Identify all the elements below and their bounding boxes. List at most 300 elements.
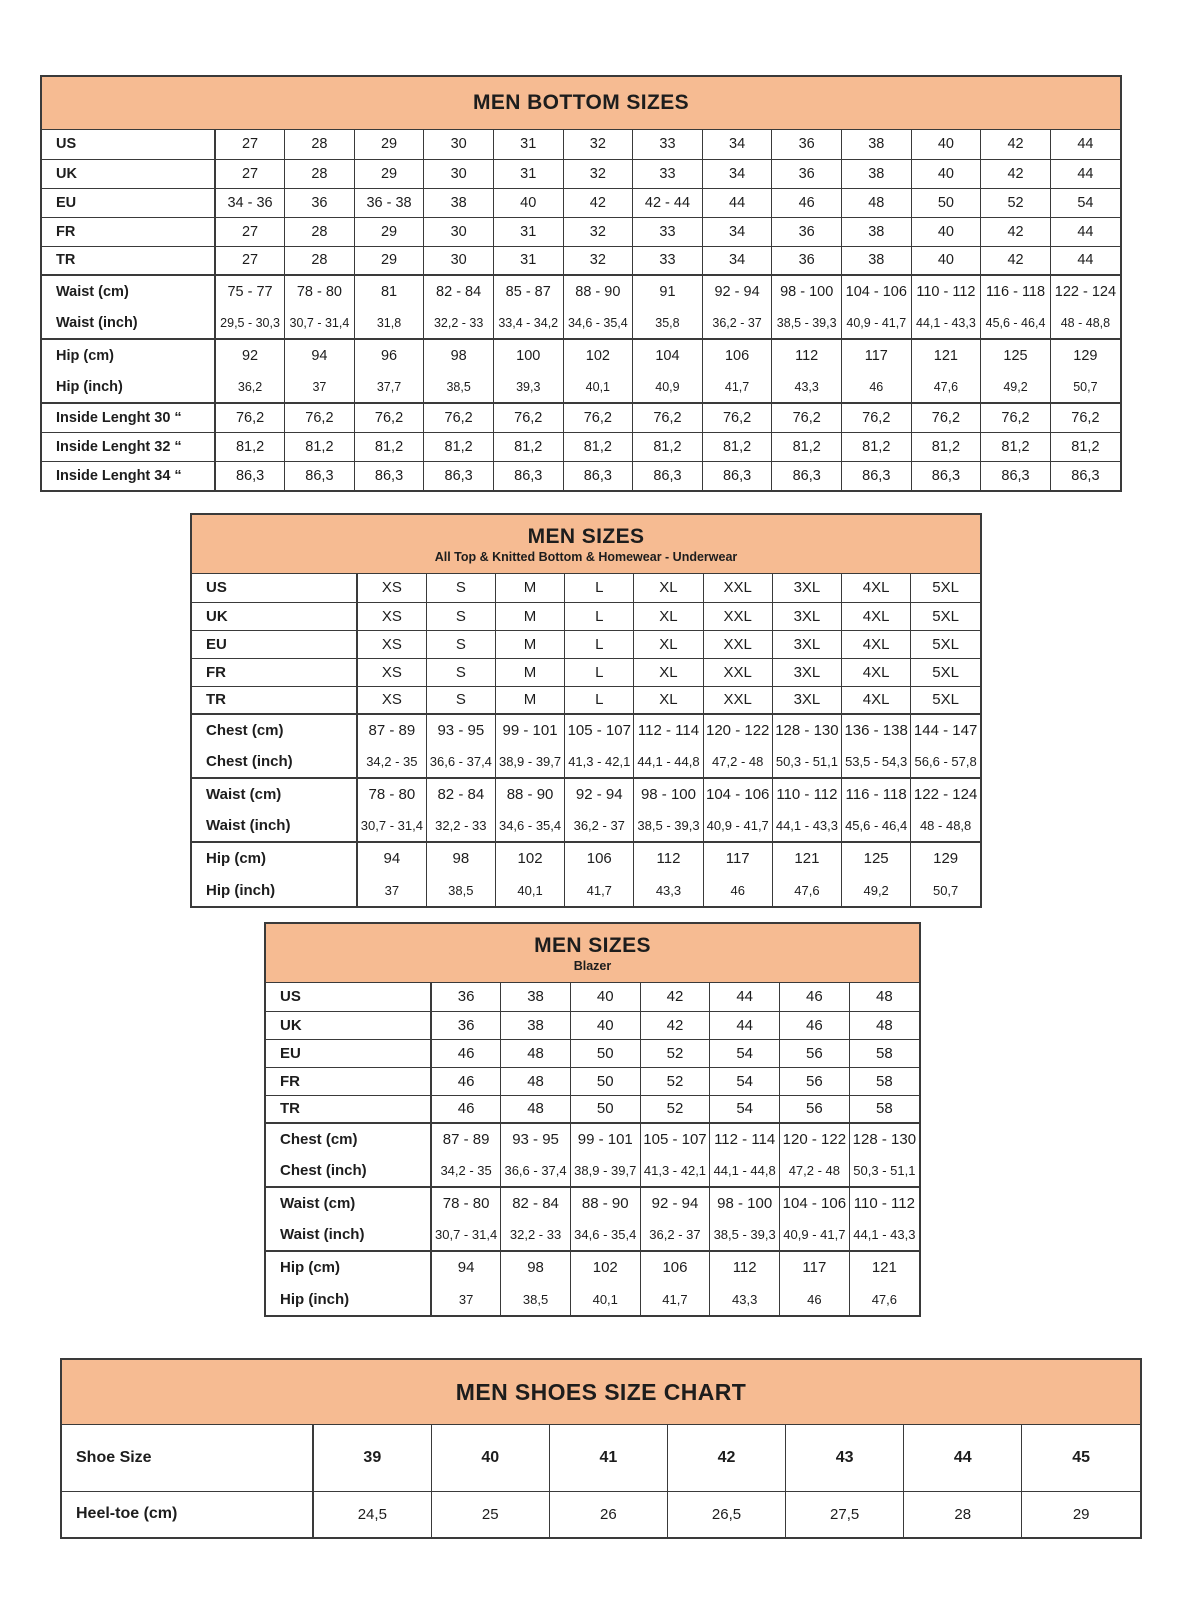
table-row [266, 1155, 919, 1187]
size-cell: 44 [702, 188, 772, 217]
size-cell: 42 [981, 246, 1051, 275]
size-cell: 56,6 - 57,8 [911, 746, 980, 778]
size-cell: 86,3 [424, 461, 494, 490]
row-label: TR [266, 1095, 431, 1123]
size-cell: 82 - 84 [426, 778, 495, 810]
size-cell: 117 [703, 842, 772, 874]
size-cell: 42 [981, 159, 1051, 188]
size-cell: 86,3 [285, 461, 355, 490]
size-cell: 76,2 [1050, 403, 1120, 432]
size-cell: 34 - 36 [215, 188, 285, 217]
size-cell: 40 [493, 188, 563, 217]
size-cell: 96 [354, 339, 424, 371]
size-cell: 112 [634, 842, 703, 874]
size-cell: 49,2 [842, 874, 911, 906]
size-cell: 112 - 114 [710, 1123, 780, 1155]
table-subtitle: All Top & Knitted Bottom & Homewear - Underwear [434, 549, 738, 564]
size-cell: 39,3 [493, 371, 563, 403]
size-cell: 92 [215, 339, 285, 371]
table-title: MEN SIZES [527, 524, 645, 548]
table-row [42, 371, 1120, 403]
size-cell: 44 [710, 1011, 780, 1039]
size-cell: 86,3 [633, 461, 703, 490]
size-cell: 30 [424, 246, 494, 275]
row-label: UK [42, 159, 215, 188]
size-cell: 76,2 [354, 403, 424, 432]
size-cell: 76,2 [981, 403, 1051, 432]
size-cell: 56 [780, 1095, 850, 1123]
size-cell: L [565, 630, 634, 658]
size-cell: 36 [772, 130, 842, 159]
size-cell: 81,2 [911, 432, 981, 461]
size-cell: 46 [431, 1095, 501, 1123]
size-cell: 29,5 - 30,3 [215, 307, 285, 339]
size-cell: 136 - 138 [842, 714, 911, 746]
size-cell: 40,9 - 41,7 [703, 810, 772, 842]
size-cell: 38 [841, 159, 911, 188]
size-cell: 38,5 [501, 1283, 571, 1315]
size-cell: 110 - 112 [849, 1187, 919, 1219]
size-cell: 28 [285, 130, 355, 159]
size-cell: 98 - 100 [772, 275, 842, 307]
men-bottom-sizes-table [40, 75, 1122, 492]
size-cell: 86,3 [354, 461, 424, 490]
size-cell: XXL [703, 630, 772, 658]
size-cell: 98 - 100 [634, 778, 703, 810]
size-cell: 40 [570, 1011, 640, 1039]
size-cell: XXL [703, 686, 772, 714]
size-cell: 32,2 - 33 [501, 1219, 571, 1251]
size-cell: 38,5 - 39,3 [772, 307, 842, 339]
size-cell: 82 - 84 [501, 1187, 571, 1219]
size-cell: 81,2 [981, 432, 1051, 461]
table-row [266, 1067, 919, 1095]
size-cell: 40 [911, 159, 981, 188]
size-cell: 48 [501, 1039, 571, 1067]
table-header [192, 515, 980, 574]
table-row [192, 778, 980, 810]
size-cell: 27 [215, 217, 285, 246]
size-cell: 82 - 84 [424, 275, 494, 307]
table-row [42, 130, 1120, 159]
size-cell: 106 [702, 339, 772, 371]
size-cell: 46 [780, 1011, 850, 1039]
table-title: MEN SHOES SIZE CHART [455, 1378, 747, 1405]
size-cell: 30,7 - 31,4 [431, 1219, 501, 1251]
table-header [42, 77, 1120, 130]
size-cell: 99 - 101 [495, 714, 564, 746]
size-cell: XS [357, 602, 426, 630]
size-cell: 27 [215, 130, 285, 159]
size-cell: 104 - 106 [703, 778, 772, 810]
table-row [42, 461, 1120, 490]
size-cell: 30 [424, 130, 494, 159]
row-label: Chest (cm) [192, 714, 357, 746]
size-cell: 56 [780, 1039, 850, 1067]
size-cell: XL [634, 574, 703, 602]
size-cell: 49,2 [981, 371, 1051, 403]
size-cell: 40,9 - 41,7 [841, 307, 911, 339]
size-cell: 48 [501, 1095, 571, 1123]
size-cell: 112 [710, 1251, 780, 1283]
row-label: FR [192, 658, 357, 686]
size-cell: 81,2 [841, 432, 911, 461]
size-cell: 81,2 [633, 432, 703, 461]
size-cell: XL [634, 630, 703, 658]
size-cell: 38 [501, 1011, 571, 1039]
size-cell: 76,2 [633, 403, 703, 432]
men-sizes-tops-table [190, 513, 982, 908]
size-cell: 47,6 [911, 371, 981, 403]
size-cell: 28 [904, 1491, 1022, 1537]
row-label: Hip (cm) [42, 339, 215, 371]
size-cell: 88 - 90 [495, 778, 564, 810]
size-cell: 125 [842, 842, 911, 874]
size-cell: 110 - 112 [911, 275, 981, 307]
size-cell: 38 [424, 188, 494, 217]
size-cell: 34,6 - 35,4 [563, 307, 633, 339]
size-cell: 91 [633, 275, 703, 307]
size-cell: 42 [981, 217, 1051, 246]
size-cell: 4XL [842, 630, 911, 658]
size-cell: 26,5 [667, 1491, 785, 1537]
table-row [62, 1491, 1140, 1537]
size-cell: 81,2 [563, 432, 633, 461]
size-cell: 45 [1022, 1425, 1140, 1491]
row-label: Waist (inch) [56, 314, 138, 331]
size-cell: 32 [563, 159, 633, 188]
size-cell: 128 - 130 [849, 1123, 919, 1155]
size-cell: 54 [1050, 188, 1120, 217]
size-cell: 5XL [911, 574, 980, 602]
table-row [266, 1039, 919, 1067]
size-cell: 36,6 - 37,4 [501, 1155, 571, 1187]
size-cell: 31 [493, 159, 563, 188]
size-cell: XXL [703, 574, 772, 602]
size-cell: 42 [667, 1425, 785, 1491]
size-cell: XL [634, 686, 703, 714]
table-row [192, 602, 980, 630]
size-cell: 34 [702, 159, 772, 188]
size-cell: 36 [772, 159, 842, 188]
size-cell: 48 [849, 1011, 919, 1039]
size-cell: 129 [911, 842, 980, 874]
size-cell: 38,5 [424, 371, 494, 403]
size-cell: 50,7 [1050, 371, 1120, 403]
size-cell: L [565, 574, 634, 602]
size-cell: 34 [702, 246, 772, 275]
size-cell: 29 [354, 246, 424, 275]
size-cell: 86,3 [215, 461, 285, 490]
table-row [266, 1011, 919, 1039]
size-cell: 87 - 89 [357, 714, 426, 746]
size-cell: 53,5 - 54,3 [842, 746, 911, 778]
size-cell: 99 - 101 [570, 1123, 640, 1155]
table-row [266, 1219, 919, 1251]
size-cell: 122 - 124 [911, 778, 980, 810]
size-cell: 41,3 - 42,1 [565, 746, 634, 778]
size-cell: 41,7 [640, 1283, 710, 1315]
table-row [192, 658, 980, 686]
table-row [266, 1095, 919, 1123]
size-cell: XS [357, 658, 426, 686]
row-label: Inside Lenght 34 “ [42, 461, 215, 490]
size-cell: 102 [570, 1251, 640, 1283]
size-cell: 30,7 - 31,4 [357, 810, 426, 842]
size-cell: 94 [431, 1251, 501, 1283]
size-cell: 46 [780, 1283, 850, 1315]
men-sizes-blazer-table [264, 922, 921, 1317]
size-cell: 93 - 95 [501, 1123, 571, 1155]
table-title: MEN SIZES [534, 933, 651, 957]
size-cell: 50,3 - 51,1 [772, 746, 841, 778]
size-cell: 29 [354, 159, 424, 188]
table-row [192, 630, 980, 658]
size-grid [192, 574, 980, 906]
size-cell: 40,9 - 41,7 [780, 1219, 850, 1251]
size-cell: XL [634, 602, 703, 630]
size-cell: 33 [633, 246, 703, 275]
size-cell: 76,2 [841, 403, 911, 432]
size-cell: 5XL [911, 686, 980, 714]
size-cell: 46 [772, 188, 842, 217]
size-cell: 42 - 44 [633, 188, 703, 217]
size-cell: 28 [285, 246, 355, 275]
size-cell: 4XL [842, 602, 911, 630]
size-cell: 44 [1050, 159, 1120, 188]
row-label: Hip (inch) [56, 378, 123, 395]
size-cell: 38 [841, 246, 911, 275]
size-cell: 43,3 [634, 874, 703, 906]
table-row [42, 275, 1120, 307]
size-cell: 32,2 - 33 [424, 307, 494, 339]
size-cell: 117 [780, 1251, 850, 1283]
size-cell: 33 [633, 217, 703, 246]
size-cell: 34,6 - 35,4 [570, 1219, 640, 1251]
size-cell: 112 - 114 [634, 714, 703, 746]
size-cell: 47,2 - 48 [703, 746, 772, 778]
size-cell: 58 [849, 1067, 919, 1095]
size-cell: 122 - 124 [1050, 275, 1120, 307]
size-cell: 44 [904, 1425, 1022, 1491]
size-cell: 52 [640, 1067, 710, 1095]
size-cell: 116 - 118 [842, 778, 911, 810]
size-cell: 33 [633, 130, 703, 159]
size-cell: 81,2 [424, 432, 494, 461]
size-cell: 94 [285, 339, 355, 371]
size-cell: 43 [786, 1425, 904, 1491]
table-title: MEN BOTTOM SIZES [472, 91, 690, 114]
size-cell: 35,8 [633, 307, 703, 339]
size-cell: 44,1 - 44,8 [710, 1155, 780, 1187]
size-cell: 106 [640, 1251, 710, 1283]
size-cell: 58 [849, 1095, 919, 1123]
table-row [192, 842, 980, 874]
size-cell: 46 [703, 874, 772, 906]
size-cell: 5XL [911, 658, 980, 686]
size-cell: 50,7 [911, 874, 980, 906]
size-cell: 36 [772, 217, 842, 246]
size-cell: XS [357, 630, 426, 658]
table-row [42, 339, 1120, 371]
size-cell: 98 [424, 339, 494, 371]
row-label: TR [192, 686, 357, 714]
size-cell: 44 [1050, 246, 1120, 275]
size-cell: 52 [981, 188, 1051, 217]
size-cell: 102 [495, 842, 564, 874]
size-cell: 121 [772, 842, 841, 874]
table-row [42, 432, 1120, 461]
size-cell: XXL [703, 658, 772, 686]
size-cell: 116 - 118 [981, 275, 1051, 307]
table-row [266, 1283, 919, 1315]
size-cell: 29 [1022, 1491, 1140, 1537]
size-cell: 40 [911, 217, 981, 246]
size-cell: 47,6 [772, 874, 841, 906]
size-cell: S [426, 602, 495, 630]
row-label: Chest (inch) [280, 1162, 367, 1179]
size-cell: 29 [354, 217, 424, 246]
size-cell: 42 [640, 983, 710, 1011]
size-cell: 28 [285, 159, 355, 188]
size-cell: 29 [354, 130, 424, 159]
row-label: TR [42, 246, 215, 275]
size-cell: 94 [357, 842, 426, 874]
size-cell: 3XL [772, 658, 841, 686]
size-cell: 44 [1050, 130, 1120, 159]
size-cell: 37 [431, 1283, 501, 1315]
size-cell: 28 [285, 217, 355, 246]
size-cell: 92 - 94 [565, 778, 634, 810]
size-cell: 38,5 - 39,3 [710, 1219, 780, 1251]
size-cell: XS [357, 686, 426, 714]
size-cell: 36,2 [215, 371, 285, 403]
size-cell: 27 [215, 159, 285, 188]
size-cell: 36,2 - 37 [640, 1219, 710, 1251]
size-cell: 42 [640, 1011, 710, 1039]
size-cell: 44 [1050, 217, 1120, 246]
size-cell: 38,9 - 39,7 [570, 1155, 640, 1187]
table-row [42, 403, 1120, 432]
size-cell: 50 [911, 188, 981, 217]
size-cell: 37 [357, 874, 426, 906]
size-cell: 30 [424, 159, 494, 188]
size-cell: 36 - 38 [354, 188, 424, 217]
size-cell: 32 [563, 130, 633, 159]
table-row [42, 217, 1120, 246]
size-cell: 78 - 80 [285, 275, 355, 307]
size-cell: 40 [570, 983, 640, 1011]
size-cell: 41,3 - 42,1 [640, 1155, 710, 1187]
row-label: US [206, 579, 227, 597]
size-cell: 48 [849, 983, 919, 1011]
size-cell: 54 [710, 1095, 780, 1123]
size-cell: 3XL [772, 574, 841, 602]
size-cell: 86,3 [563, 461, 633, 490]
size-cell: 45,6 - 46,4 [981, 307, 1051, 339]
men-shoes-size-chart-table [60, 1358, 1142, 1539]
size-cell: 27,5 [786, 1491, 904, 1537]
size-cell: 93 - 95 [426, 714, 495, 746]
size-cell: 38,5 - 39,3 [634, 810, 703, 842]
size-cell: 34 [702, 130, 772, 159]
size-cell: 85 - 87 [493, 275, 563, 307]
size-cell: 48 [841, 188, 911, 217]
size-cell: 112 [772, 339, 842, 371]
row-label: EU [266, 1039, 431, 1067]
size-cell: 121 [911, 339, 981, 371]
size-cell: 40 [911, 246, 981, 275]
size-cell: 44,1 - 43,3 [772, 810, 841, 842]
row-label: UK [266, 1011, 431, 1039]
size-cell: 44,1 - 43,3 [911, 307, 981, 339]
size-cell: 42 [981, 130, 1051, 159]
size-cell: 98 [501, 1251, 571, 1283]
size-cell: 27 [215, 246, 285, 275]
size-cell: 36,2 - 37 [565, 810, 634, 842]
size-cell: 120 - 122 [780, 1123, 850, 1155]
size-cell: 81 [354, 275, 424, 307]
size-cell: 43,3 [710, 1283, 780, 1315]
size-grid [42, 130, 1120, 490]
size-cell: 81,2 [1050, 432, 1120, 461]
size-cell: 40,1 [495, 874, 564, 906]
size-cell: 40,9 [633, 371, 703, 403]
size-cell: 38 [501, 983, 571, 1011]
size-cell: 36 [431, 1011, 501, 1039]
size-cell: 76,2 [563, 403, 633, 432]
size-cell: 41,7 [702, 371, 772, 403]
size-cell: 36 [285, 188, 355, 217]
size-cell: 76,2 [285, 403, 355, 432]
table-subtitle: Blazer [573, 958, 612, 973]
size-cell: 40,1 [570, 1283, 640, 1315]
size-cell: 36 [431, 983, 501, 1011]
size-cell: 46 [431, 1039, 501, 1067]
size-cell: 88 - 90 [570, 1187, 640, 1219]
size-cell: 81,2 [493, 432, 563, 461]
size-cell: 25 [431, 1491, 549, 1537]
size-cell: 125 [981, 339, 1051, 371]
size-cell: 92 - 94 [640, 1187, 710, 1219]
table-row [266, 1187, 919, 1219]
size-cell: 43,3 [772, 371, 842, 403]
row-label: Waist (cm) [192, 778, 357, 810]
size-cell: 34,2 - 35 [357, 746, 426, 778]
size-cell: 52 [640, 1039, 710, 1067]
table-header [62, 1360, 1140, 1425]
table-row [192, 686, 980, 714]
size-cell: M [495, 630, 564, 658]
size-cell: S [426, 658, 495, 686]
size-cell: 46 [780, 983, 850, 1011]
row-label: Hip (inch) [280, 1290, 350, 1308]
row-label: Inside Lenght 32 “ [42, 432, 215, 461]
size-cell: 121 [849, 1251, 919, 1283]
size-cell: 31 [493, 246, 563, 275]
size-cell: 42 [563, 188, 633, 217]
size-cell: 98 [426, 842, 495, 874]
size-cell: 106 [565, 842, 634, 874]
size-cell: L [565, 686, 634, 714]
size-cell: 44 [710, 983, 780, 1011]
size-cell: 104 - 106 [780, 1187, 850, 1219]
row-label: EU [192, 630, 357, 658]
size-grid [266, 983, 919, 1315]
row-label: Waist (cm) [42, 275, 215, 307]
size-cell: 38,9 - 39,7 [495, 746, 564, 778]
size-cell: 44,1 - 44,8 [634, 746, 703, 778]
